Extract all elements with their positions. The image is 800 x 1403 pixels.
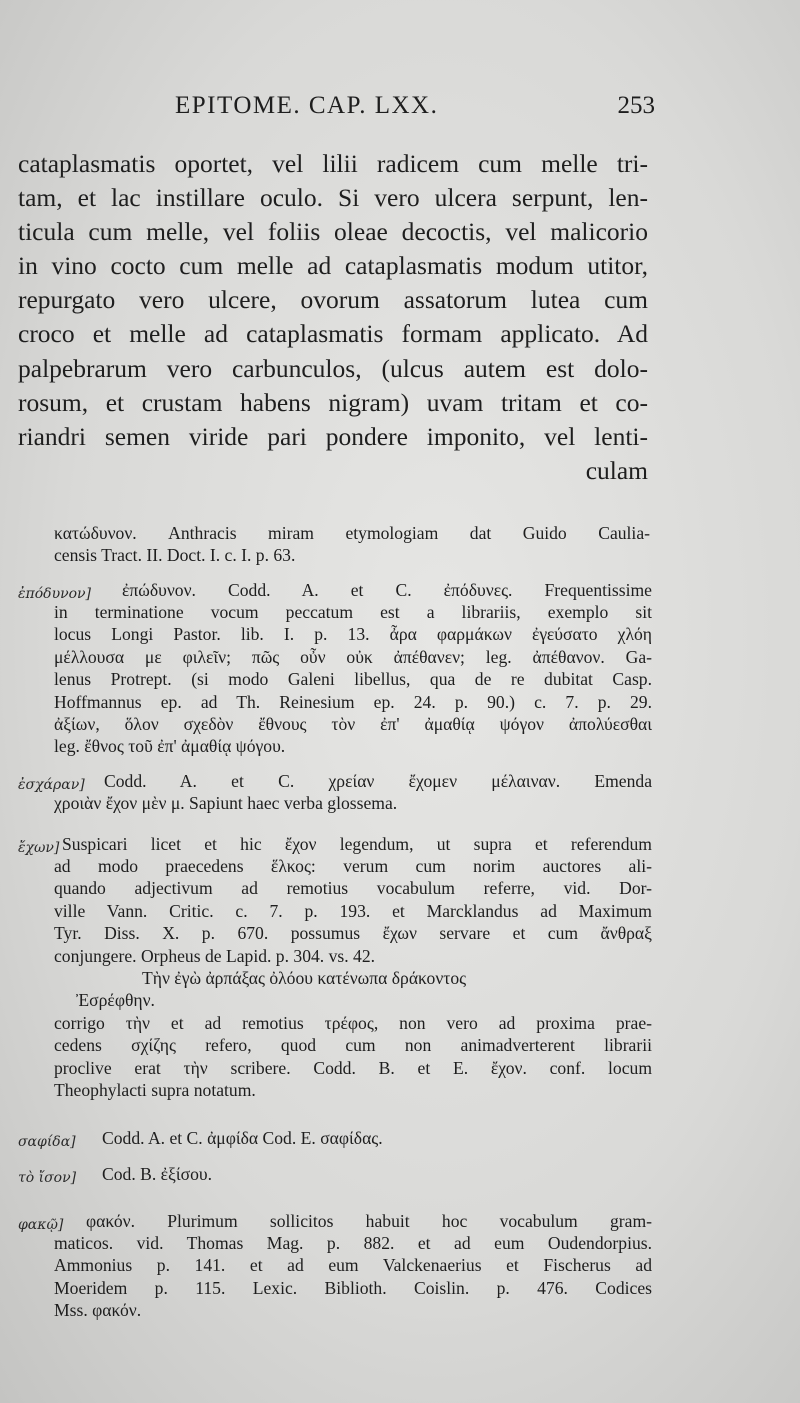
main-text-line: ticula cum melle, vel foliis oleae decoctis, vel malicorio bbox=[18, 217, 648, 247]
footnote-line: corrigo τὴν et ad remotius τρέφος, non vero ad proxima prae- bbox=[54, 1012, 652, 1033]
main-text-line: tam, et lac instillare oculo. Si vero ulcera serpunt, len- bbox=[18, 183, 648, 213]
footnote-line: χροιὰν ἔχον μὲν μ. Sapiunt haec verba glossema. bbox=[54, 793, 398, 813]
footnote-line: ad modo praecedens ἕλκος: verum cum norim auctores ali- bbox=[54, 856, 652, 876]
footnote-line: Moeridem p. 115. Lexic. Biblioth. Coislin. p. 476. Codices bbox=[54, 1277, 652, 1298]
footnote-line: φακόν. Plurimum sollicitos habuit hoc vocabulum gram- bbox=[86, 1211, 652, 1231]
footnote-line: Codd. A. et C. χρείαν ἔχομεν μέλαιναν. Emenda bbox=[104, 771, 652, 791]
main-text-line: in vino cocto cum melle ad cataplasmatis modum utitor, bbox=[18, 251, 648, 281]
footnote-line: Mss. φακόν. bbox=[54, 1300, 142, 1321]
footnote bbox=[86, 1210, 652, 1232]
footnote-line: Theophylacti supra notatum. bbox=[54, 1080, 256, 1101]
footnote bbox=[54, 855, 652, 1101]
footnote-line: ville Vann. Critic. c. 7. p. 193. et Marcklandus ad Maximum bbox=[54, 900, 652, 921]
footnote-lemma: ἐπόδυνον] bbox=[18, 586, 91, 602]
footnote-line: Cod. B. ἐξίσου. bbox=[102, 1164, 213, 1184]
footnote-line: maticos. vid. Thomas Mag. p. 882. et ad eum Oudendorpius. bbox=[54, 1233, 652, 1253]
main-text-line: palpebrarum vero carbunculos, (ulcus autem est dolo- bbox=[18, 353, 648, 383]
footnote bbox=[54, 601, 652, 758]
footnote-line: ἐπώδυνον. Codd. A. et C. ἐπόδυνες. Frequentissime bbox=[122, 580, 652, 600]
main-text-line: rosum, et crustam habens nigram) uvam tritam et co- bbox=[18, 387, 648, 417]
footnote bbox=[62, 833, 652, 855]
footnote-line: μέλλουσα με φιλεῖν; πῶς οὖν οὐκ ἀπέθανεν; leg. ἀπέθανον. Ga- bbox=[54, 646, 652, 667]
footnote-line: cedens σχίζης refero, quod cum non animadverterent librarii bbox=[54, 1035, 652, 1056]
footnote-line: Hoffmannus ep. ad Th. Reinesium ep. 24. p. 90.) c. 7. p. 29. bbox=[54, 691, 652, 712]
footnote-lemma: φακῷ] bbox=[18, 1217, 64, 1233]
footnote-lemma: σαφίδα] bbox=[18, 1134, 76, 1150]
main-text-line: repurgato vero ulcere, ovorum assatorum lutea cum bbox=[18, 285, 648, 315]
footnote-line: proclive erat τὴν scribere. Codd. B. et E. ἔχον. conf. locum bbox=[54, 1057, 652, 1078]
footnote bbox=[54, 1232, 652, 1322]
footnote-line: ἀξίων, ὅλον σχεδὸν ἔθνους τὸν ἐπ' ἀμαθίᾳ ψόγον ἀπολύεσθαι bbox=[54, 714, 652, 735]
footnote-lemma: ἔχων] bbox=[18, 840, 60, 856]
main-text bbox=[18, 147, 648, 488]
catchword: culam bbox=[585, 455, 648, 485]
footnote-line: Codd. A. et C. ἀμφίδα Cod. E. σαφίδας. bbox=[102, 1128, 383, 1148]
footnote-line: Suspicari licet et hic ἔχον legendum, ut supra et referendum bbox=[62, 834, 652, 854]
footnote bbox=[102, 1127, 652, 1149]
verse-quote-line: Ἐσρέφθην. bbox=[76, 990, 155, 1011]
running-head-title: EPITOME. CAP. LXX. bbox=[175, 92, 439, 119]
footnote bbox=[122, 579, 652, 601]
footnote bbox=[54, 522, 650, 567]
main-text-line: riandri semen viride pari pondere imponito, vel lenti- bbox=[18, 421, 648, 451]
footnote bbox=[104, 770, 652, 792]
footnote bbox=[54, 792, 652, 814]
footnote-line: Tyr. Diss. X. p. 670. possumus ἔχων servare et cum ἄνθραξ bbox=[54, 923, 652, 944]
running-head bbox=[175, 92, 655, 132]
footnote-line: leg. ἔθνος τοῦ ἐπ' ἀμαθίᾳ ψόγου. bbox=[54, 736, 286, 757]
footnote-line: lenus Protrept. (si modo Galeni libellus, qua de re dubitat Casp. bbox=[54, 669, 652, 690]
footnote-lemma: ἐσχάραν] bbox=[18, 777, 85, 793]
verse-quote-line: Τὴν ἐγὼ ἀρπάξας ὀλόου κατένωπα δράκοντος bbox=[142, 968, 467, 989]
footnote-line: quando adjectivum ad remotius vocabulum referre, vid. Dor- bbox=[54, 878, 652, 899]
main-text-line: cataplasmatis oportet, vel lilii radicem cum melle tri- bbox=[18, 149, 648, 178]
footnote-lemma: τὸ ἴσον] bbox=[18, 1170, 77, 1186]
footnote bbox=[102, 1163, 652, 1185]
page-number: 253 bbox=[617, 92, 655, 119]
footnote-line: censis Tract. II. Doct. I. c. I. p. 63. bbox=[54, 545, 296, 566]
main-text-line: croco et melle ad cataplasmatis formam applicato. Ad bbox=[18, 319, 648, 349]
footnote-line: locus Longi Pastor. lib. I. p. 13. ἆρα φαρμάκων ἐγεύσατο χλόη bbox=[54, 624, 652, 645]
footnote-line: Ammonius p. 141. et ad eum Valckenaerius et Fischerus ad bbox=[54, 1255, 652, 1276]
footnote-line: conjungere. Orpheus de Lapid. p. 304. vs. 42. bbox=[54, 945, 376, 966]
footnote-line: κατώδυνον. Anthracis miram etymologiam dat Guido Caulia- bbox=[54, 523, 650, 543]
footnote-line: in terminatione vocum peccatum est a librariis, exemplo sit bbox=[54, 602, 652, 622]
